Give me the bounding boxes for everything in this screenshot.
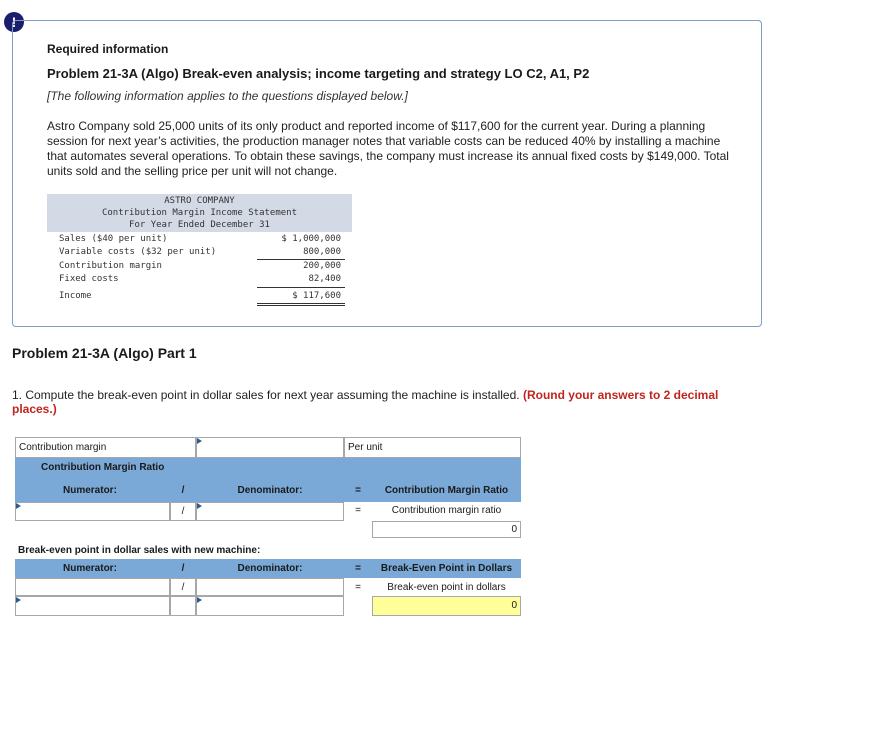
cm-label: Contribution margin (19, 442, 107, 453)
required-information-panel (12, 20, 762, 327)
statement-header (47, 194, 352, 232)
statement-row-label: Variable costs ($32 per unit) (59, 247, 217, 257)
divide-cell (170, 578, 196, 596)
numerator-header: Numerator: (63, 563, 117, 574)
per-unit-cell (344, 437, 521, 458)
statement-row-value: $ 1,000,000 (281, 234, 341, 244)
part-title: Problem 21-3A (Algo) Part 1 (12, 345, 197, 361)
problem-title: Problem 21-3A (Algo) Break-even analysis; income targeting and strategy LO C2, A1, P2 (47, 66, 590, 81)
bep-label-row-mid (196, 578, 344, 596)
per-unit-label: Per unit (348, 442, 383, 453)
cmr-section-header (15, 458, 521, 478)
denominator-header: Denominator: (237, 563, 303, 574)
numerator-header: Numerator: (63, 485, 117, 496)
statement-rule (257, 287, 345, 288)
bep-result-value: 0 (511, 600, 517, 611)
statement-row-value: $ 117,600 (292, 291, 341, 301)
statement-row-label: Sales ($40 per unit) (59, 234, 168, 244)
question (12, 388, 752, 416)
cmr-row-label: Contribution margin ratio (391, 505, 502, 516)
input-marker (197, 438, 202, 444)
statement-row-label: Fixed costs (59, 274, 119, 284)
input-marker (16, 597, 21, 603)
divide-sign: / (181, 485, 185, 496)
equals-sign: = (355, 563, 361, 574)
cmr-denominator-input[interactable] (196, 502, 344, 521)
problem-paragraph: Astro Company sold 25,000 units of its only product and reported income of $117,600 for the current year. During a planning session for next year’s activities, the production manager notes that variable costs can be reduced 40% by installing a machine that automates several operations. To obtain these savings, the company must increase its annual fixed costs by $149,000. Total units sold and the selling price per unit will not change. (47, 119, 729, 178)
bep-result-header: Break-Even Point in Dollars (380, 563, 513, 574)
equals-sign: = (355, 582, 361, 593)
required-information-label: Required information (47, 42, 169, 56)
question-text: 1. Compute the break-even point in dollar sales for next year assuming the machine is installed. (12, 388, 520, 402)
divide-cell (170, 502, 196, 521)
divide-sign: / (181, 563, 185, 574)
worksheet (15, 437, 521, 617)
cmr-header-label: Contribution Margin Ratio (41, 462, 165, 473)
alert-icon: ! (4, 12, 24, 32)
cm-input[interactable] (196, 437, 344, 458)
question-instruction: (Round your answers to 2 decimal places.) (12, 388, 719, 416)
cmr-result-field (372, 521, 521, 538)
input-marker (197, 597, 202, 603)
statement-period: For Year Ended December 31 (129, 220, 270, 230)
statement-row-label: Income (59, 291, 92, 301)
statement-company: ASTRO COMPANY (164, 196, 235, 206)
bep-row-label: Break-even point in dollars (387, 582, 506, 593)
statement-title: Contribution Margin Income Statement (101, 208, 298, 218)
statement-row-value: 200,000 (303, 261, 341, 271)
statement-rule (257, 259, 345, 260)
cm-label-cell (15, 437, 196, 458)
divide-sign: / (181, 582, 185, 593)
cmr-result-header: Contribution Margin Ratio (384, 485, 509, 496)
equals-sign: = (355, 505, 361, 516)
bep-numerator-input[interactable] (15, 596, 170, 616)
input-marker (16, 503, 21, 509)
info-note: [The following information applies to the questions displayed below.] (47, 89, 408, 103)
bep-denominator-input[interactable] (196, 596, 344, 616)
statement-row-label: Contribution margin (59, 261, 162, 271)
statement-row-value: 800,000 (303, 247, 341, 257)
input-marker (197, 503, 202, 509)
equals-sign: = (355, 485, 361, 496)
bep-divide-blank (170, 596, 196, 616)
cmr-numerator-input[interactable] (15, 502, 170, 521)
bep-label-row-left (15, 578, 170, 596)
bep-section-header: Break-even point in dollar sales with new machine: (18, 545, 261, 556)
statement-double-rule (257, 303, 345, 306)
divide-sign: / (181, 506, 185, 517)
denominator-header: Denominator: (237, 485, 303, 496)
cmr-result-value: 0 (511, 524, 517, 535)
statement-row-value: 82,400 (308, 274, 341, 284)
bep-result-field (372, 596, 521, 616)
